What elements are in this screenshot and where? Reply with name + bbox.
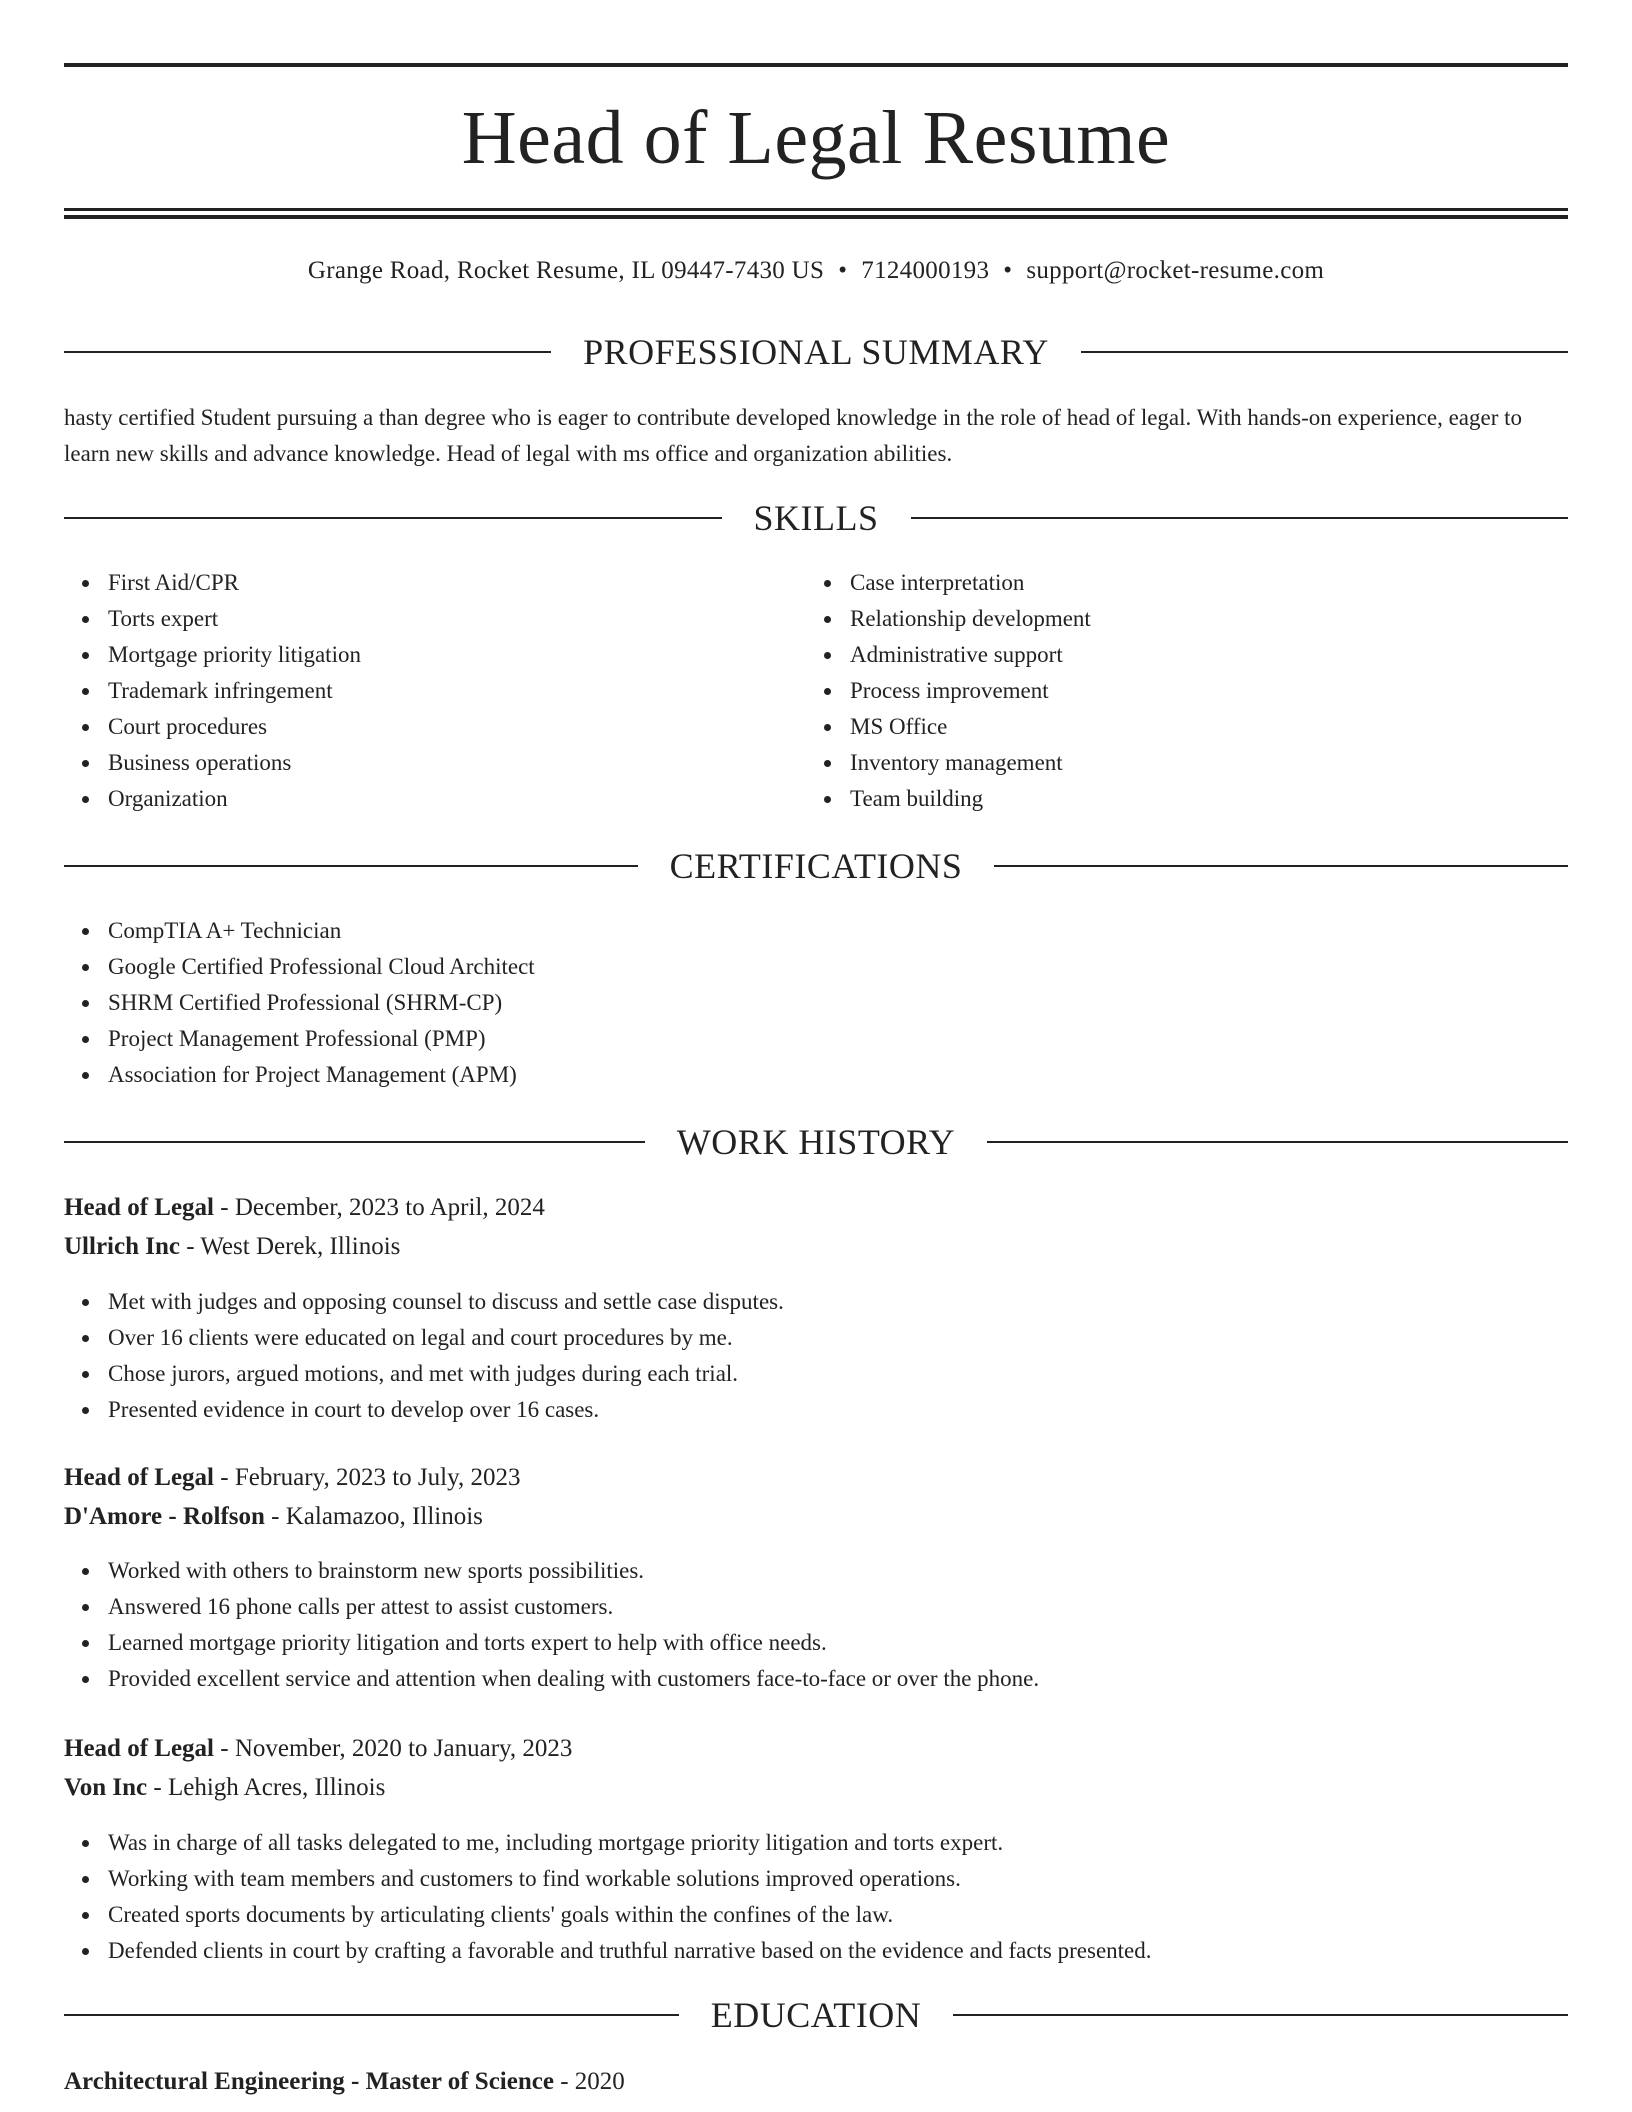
job-bullet: Met with judges and opposing counsel to discuss and settle case disputes. [64, 1284, 1568, 1320]
job-location: - Kalamazoo, Illinois [264, 1503, 483, 1530]
certification-item: Association for Project Management (APM) [64, 1057, 1564, 1093]
education-year: - 2020 [553, 2068, 625, 2095]
header-bottom-rule-second [64, 215, 1568, 219]
section-title: EDUCATION [710, 1995, 922, 2035]
job-company: Von Inc [64, 1774, 148, 1801]
header-top-rule [64, 63, 1568, 67]
job-bullet: Was in charge of all tasks delegated to me, including mortgage priority litigation and torts expert. [64, 1825, 1568, 1861]
skill-item: Court procedures [64, 709, 764, 745]
skill-item: First Aid/CPR [64, 565, 764, 601]
job-location: - West Derek, Illinois [179, 1233, 401, 1260]
skill-item: Mortgage priority litigation [64, 637, 764, 673]
job-company: D'Amore - Rolfson [64, 1503, 265, 1530]
job-bullet: Answered 16 phone calls per attest to assist customers. [64, 1589, 1568, 1625]
header-bottom-rule [64, 208, 1568, 211]
job-dates: - February, 2023 to July, 2023 [214, 1464, 521, 1491]
job-company-line [64, 1770, 1568, 1806]
certifications-list [64, 913, 1564, 1093]
section-rule-right [994, 865, 1568, 867]
education-degree: Architectural Engineering - Master of Science [64, 2068, 554, 2095]
section-rule-right [953, 2014, 1568, 2016]
skill-item: MS Office [806, 709, 1506, 745]
job-bullet: Defended clients in court by crafting a favorable and truthful narrative based on the evidence and facts presented. [64, 1933, 1568, 1969]
job-bullet: Over 16 clients were educated on legal and court procedures by me. [64, 1320, 1568, 1356]
contact-phone: 7124000193 [861, 257, 990, 284]
certification-item: SHRM Certified Professional (SHRM-CP) [64, 985, 1564, 1021]
skill-item: Process improvement [806, 673, 1506, 709]
section-rule-left [64, 865, 638, 867]
job-bullet-list [64, 1284, 1568, 1428]
skill-item: Torts expert [64, 601, 764, 637]
contact-line [64, 254, 1568, 288]
section-title: SKILLS [753, 498, 879, 538]
skill-item: Organization [64, 781, 764, 817]
job-bullet: Created sports documents by articulating clients' goals within the confines of the law. [64, 1897, 1568, 1933]
resume-title: Head of Legal Resume [461, 96, 1171, 180]
skill-item: Administrative support [806, 637, 1506, 673]
job-company-line [64, 1499, 1568, 1535]
job-dates: - December, 2023 to April, 2024 [214, 1194, 545, 1221]
job-title: Head of Legal [64, 1464, 214, 1491]
section-heading-certifications [64, 844, 1568, 888]
section-heading-work-history [64, 1120, 1568, 1164]
job-bullet-list [64, 1553, 1568, 1697]
skill-item: Inventory management [806, 745, 1506, 781]
section-heading-education [64, 1993, 1568, 2037]
job-title-line [64, 1460, 1568, 1496]
job-title-line [64, 1731, 1568, 1767]
section-rule-left [64, 1141, 645, 1143]
section-heading-skills [64, 496, 1568, 540]
job-bullet: Chose jurors, argued motions, and met with judges during each trial. [64, 1356, 1568, 1392]
certification-item: Project Management Professional (PMP) [64, 1021, 1564, 1057]
contact-address: Grange Road, Rocket Resume, IL 09447-7430 US [307, 257, 825, 284]
education-entry [64, 2064, 1568, 2100]
section-rule-left [64, 351, 551, 353]
job-title: Head of Legal [64, 1735, 214, 1762]
job-location: - Lehigh Acres, Illinois [147, 1774, 386, 1801]
skill-item: Case interpretation [806, 565, 1506, 601]
job-bullet: Worked with others to brainstorm new sports possibilities. [64, 1553, 1568, 1589]
job-company-line [64, 1229, 1568, 1265]
skill-item: Team building [806, 781, 1506, 817]
section-rule-left [64, 2014, 679, 2016]
job-title-line [64, 1190, 1568, 1226]
section-heading-summary [64, 330, 1568, 374]
section-rule-right [987, 1141, 1568, 1143]
section-title: PROFESSIONAL SUMMARY [583, 332, 1049, 372]
summary-text: hasty certified Student pursuing a than degree who is eager to contribute developed knowledge in the role of head of legal. With hands-on experience, eager to learn new skills and advance knowledge. Head of legal with ms office and organization abilities. [64, 405, 1523, 466]
contact-email: support@rocket-resume.com [1026, 257, 1325, 284]
skills-list-left [64, 565, 764, 817]
skill-item: Trademark infringement [64, 673, 764, 709]
section-rule-left [64, 517, 722, 519]
skill-item: Relationship development [806, 601, 1506, 637]
section-rule-right [911, 517, 1569, 519]
job-bullet: Provided excellent service and attention when dealing with customers face-to-face or over the phone. [64, 1661, 1568, 1697]
job-title: Head of Legal [64, 1194, 214, 1221]
job-company: Ullrich Inc [64, 1233, 180, 1260]
certification-item: Google Certified Professional Cloud Architect [64, 949, 1564, 985]
job-bullet: Presented evidence in court to develop over 16 cases. [64, 1392, 1568, 1428]
certification-item: CompTIA A+ Technician [64, 913, 1564, 949]
section-rule-right [1081, 351, 1568, 353]
contact-separator: • [838, 257, 848, 284]
job-dates: - November, 2020 to January, 2023 [214, 1735, 573, 1762]
section-title: CERTIFICATIONS [669, 846, 963, 886]
skills-list-right [806, 565, 1506, 817]
section-title: WORK HISTORY [676, 1122, 956, 1162]
contact-separator: • [1003, 257, 1013, 284]
job-bullet: Working with team members and customers to find workable solutions improved operations. [64, 1861, 1568, 1897]
skill-item: Business operations [64, 745, 764, 781]
job-bullet: Learned mortgage priority litigation and torts expert to help with office needs. [64, 1625, 1568, 1661]
job-bullet-list [64, 1825, 1568, 1969]
